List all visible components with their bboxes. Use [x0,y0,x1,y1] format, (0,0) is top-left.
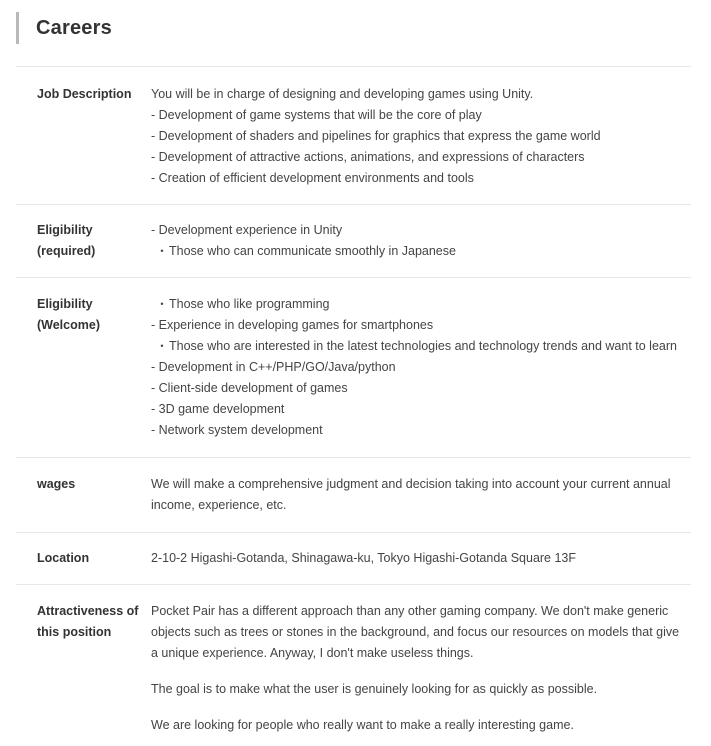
paragraph: We are looking for people who really want to make a really interesting game. [151,718,574,732]
page-heading [16,12,112,44]
row-label [16,474,151,516]
list-item: - Development in C++/PHP/GO/Java/python [151,360,396,374]
careers-table [16,66,691,746]
row-label [16,548,151,569]
row-label-line: Location [37,551,90,565]
row-label-line: Attractiveness of [37,604,139,618]
row-label-line: (Welcome) [37,318,100,332]
list-item: 2-10-2 Higashi-Gotanda, Shinagawa-ku, Tokyo Higashi-Gotanda Square 13F [151,551,577,565]
row-label-line: Job Description [37,87,132,101]
row-label [16,294,151,441]
bullet-list-item: • Those who are interested in the latest technologies and technology trends and want to learn [151,336,687,357]
row-content [151,474,691,516]
list-item: - Development of attractive actions, animations, and expressions of characters [151,150,585,164]
list-item: - Development of shaders and pipelines for graphics that express the game world [151,129,601,143]
row-label-line: Eligibility [37,223,93,237]
row-label [16,601,151,736]
row-content [151,601,691,736]
table-row [16,458,691,533]
row-label-line: (required) [37,244,96,258]
list-item: - Network system development [151,423,323,437]
row-label [16,84,151,189]
row-label-line: Eligibility [37,297,93,311]
list-item: - 3D game development [151,402,285,416]
list-item: We will make a comprehensive judgment and decision taking into account your current annual [151,477,671,491]
paragraph: The goal is to make what the user is genuinely looking for as quickly as possible. [151,682,598,696]
list-item: - Client-side development of games [151,381,348,395]
list-item: income, experience, etc. [151,498,287,512]
row-content [151,84,691,189]
row-label-line: wages [37,477,76,491]
list-item: - Development of game systems that will be the core of play [151,108,482,122]
paragraph: Pocket Pair has a different approach than any other gaming company. We don't make generic objects such as trees or stones in the background, and focus our resources on models that give a unique experience. Anyway, I don't make useless things. [151,604,680,660]
table-row [16,67,691,205]
list-item: You will be in charge of designing and developing games using Unity. [151,87,534,101]
row-label [16,220,151,262]
table-row [16,205,691,278]
row-content [151,220,691,262]
bullet-list-item: • Those who like programming [151,294,687,315]
page-title: Careers [36,16,112,39]
list-item: - Creation of efficient development environments and tools [151,171,474,185]
bullet-list-item: • Those who can communicate smoothly in Japanese [151,241,687,262]
row-label-line: this position [37,625,112,639]
table-row [16,585,691,746]
list-item: - Experience in developing games for smartphones [151,318,434,332]
list-item: - Development experience in Unity [151,223,343,237]
table-row [16,533,691,585]
table-row [16,278,691,458]
row-content [151,294,691,441]
row-content [151,548,691,569]
